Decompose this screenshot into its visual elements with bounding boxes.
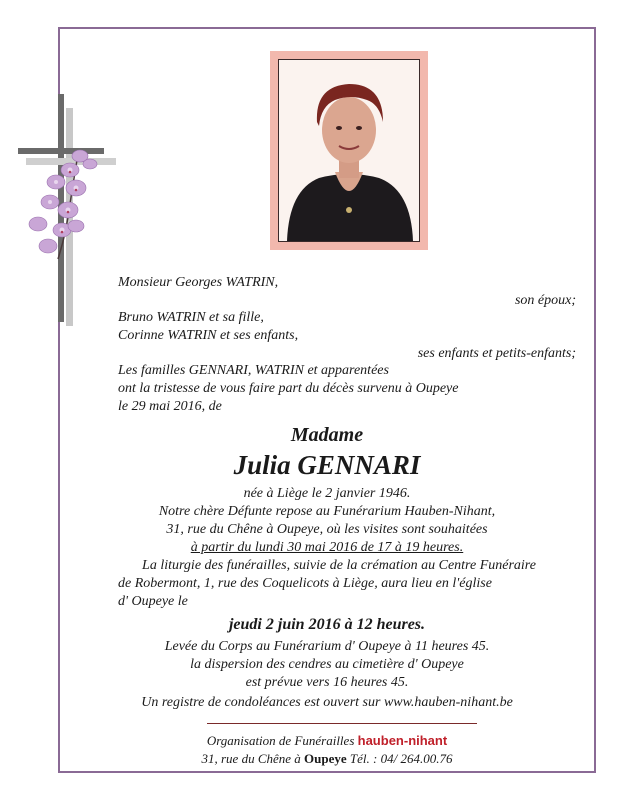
families-line2: ont la tristesse de vous faire part du décès survenu à Oupeye [118,381,459,396]
closing-line1: Levée du Corps au Funérarium d' Oupeye à 11 heures 45. [164,639,490,654]
brand-logo: hauben-nihant [357,733,448,748]
footer-org [58,732,596,750]
cross-with-orchid-icon [18,94,116,329]
portrait-photo [278,59,420,242]
families-line3: le 29 mai 2016, de [118,399,222,414]
children-line2: Corinne WATRIN et ses enfants, [118,328,299,343]
footer-address [58,750,596,768]
visit-line3: à partir du lundi 30 mai 2016 de 17 à 19 heures. [190,540,464,555]
ceremony-date: jeudi 2 juin 2016 à 12 heures. [228,616,426,633]
liturgy-line3: d' Oupeye le [118,594,188,609]
footer-address-town: Oupeye [304,751,347,766]
deceased-name: Julia GENNARI [233,450,421,480]
visit-line1: Notre chère Défunte repose au Funérarium Hauben-Nihant, [158,504,496,519]
footer-address-street: 31, rue du Chêne à [201,751,301,766]
liturgy-line1: La liturgie des funérailles, suivie de la crémation au Centre Funéraire [142,558,536,573]
portrait-frame [270,51,428,250]
closing-line3: est prévue vers 16 heures 45. [245,675,409,690]
families-line1: Les familles GENNARI, WATRIN et apparentées [118,363,389,378]
visit-line2: 31, rue du Chêne à Oupeye, où les visites sont souhaitées [166,522,488,537]
footer-org-label: Organisation de Funérailles [206,733,355,748]
spouse-name: Monsieur Georges WATRIN, [118,275,279,290]
liturgy-line2: de Robermont, 1, rue des Coquelicots à Liège, aura lieu en l'église [118,576,492,591]
deceased-birth: née à Liège le 2 janvier 1946. [243,486,411,501]
closing-line2: la dispersion des cendres au cimetière d' Oupeye [190,657,464,672]
closing-line4: Un registre de condoléances est ouvert sur www.hauben-nihant.be [141,695,513,710]
spouse-relation: son époux; [514,293,576,308]
footer-separator [207,723,477,724]
footer-phone: Tél. : 04/ 264.00.76 [349,751,453,766]
deceased-title: Madame [290,424,364,446]
children-relation: ses enfants et petits-enfants; [417,346,576,361]
children-line1: Bruno WATRIN et sa fille, [118,310,264,325]
